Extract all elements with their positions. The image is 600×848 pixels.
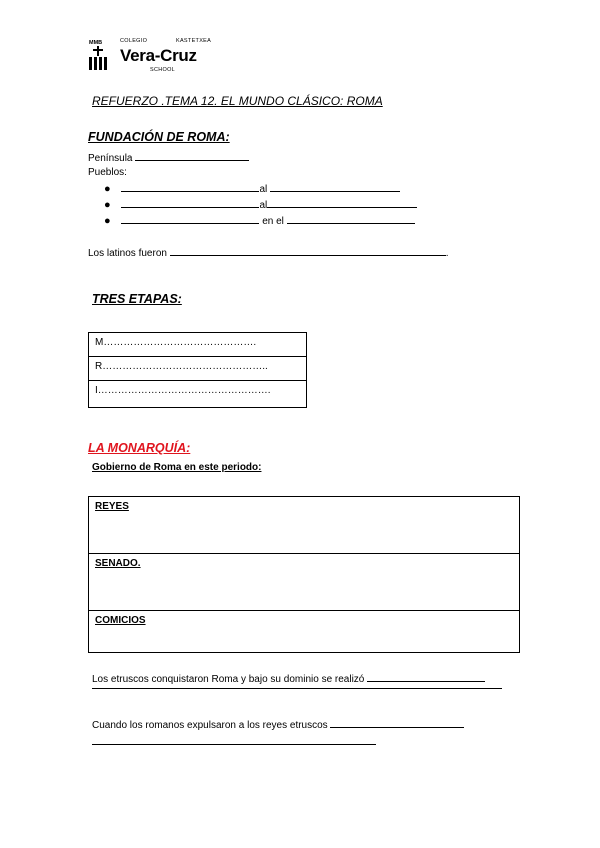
question-2	[92, 718, 464, 731]
monarquia-heading: LA MONARQUÍA:	[88, 441, 191, 455]
pueblo-blank[interactable]	[267, 198, 417, 208]
logo-kastetxea: KASTETXEA	[176, 38, 212, 44]
etapa-row-1[interactable]: M……………………………………….	[89, 333, 306, 357]
question-1-answer-line[interactable]	[92, 688, 502, 689]
pueblos-label: Pueblos:	[88, 167, 127, 178]
peninsula-label: Península	[88, 153, 133, 164]
gobierno-row-senado[interactable]: SENADO.	[89, 554, 519, 611]
question-2-blank[interactable]	[330, 718, 464, 728]
bullet-icon: ●	[104, 215, 111, 227]
question-1-text: Los etruscos conquistaron Roma y bajo su dominio se realizó	[92, 674, 365, 685]
gobierno-table	[88, 496, 520, 653]
school-logo	[88, 36, 218, 74]
etapas-table	[88, 332, 307, 408]
latinos-end: .	[445, 248, 449, 259]
bullet-icon: ●	[104, 199, 111, 211]
pueblo-connector: al	[259, 200, 268, 211]
etapa-row-3[interactable]: I…………………………………………….	[95, 385, 271, 396]
fundacion-heading: FUNDACIÓN DE ROMA:	[88, 130, 230, 144]
latinos-label: Los latinos fueron	[88, 248, 167, 259]
school-crest-icon	[88, 38, 108, 72]
page-title: REFUERZO .TEMA 12. EL MUNDO CLÁSICO: ROMA	[92, 94, 383, 108]
pueblo-connector: al	[259, 184, 268, 195]
latinos-line	[88, 246, 449, 259]
pueblo-bullet-2	[104, 198, 417, 211]
peninsula-line	[88, 151, 249, 164]
peninsula-blank[interactable]	[135, 151, 249, 161]
logo-school-sub: SCHOOL	[150, 67, 176, 73]
logo-colegio: COLEGIO	[120, 38, 148, 44]
monarquia-subheading: Gobierno de Roma en este periodo:	[92, 462, 262, 473]
pueblo-bullet-1	[104, 182, 400, 195]
pueblo-bullet-3	[104, 214, 415, 227]
bullet-icon: ●	[104, 183, 111, 195]
logo-mark-text: MMB	[89, 40, 103, 46]
gobierno-row-comicios[interactable]: COMICIOS	[95, 615, 146, 626]
pueblo-connector: en el	[262, 216, 284, 227]
pueblo-blank[interactable]	[270, 182, 400, 192]
pueblo-blank[interactable]	[121, 182, 259, 192]
logo-school-name: Vera-Cruz	[120, 46, 197, 65]
pueblo-blank[interactable]	[287, 214, 415, 224]
etapa-row-2[interactable]: R…………………………………………..	[89, 357, 306, 381]
question-2-text: Cuando los romanos expulsaron a los reyes etruscos	[92, 720, 328, 731]
pueblo-blank[interactable]	[121, 214, 259, 224]
question-2-answer-line[interactable]	[92, 744, 376, 745]
question-1-blank[interactable]	[367, 672, 485, 682]
gobierno-row-reyes[interactable]: REYES	[89, 497, 519, 554]
latinos-blank[interactable]	[170, 246, 446, 256]
question-1	[92, 672, 485, 685]
pueblo-blank[interactable]	[121, 198, 259, 208]
etapas-heading: TRES ETAPAS:	[92, 292, 182, 306]
